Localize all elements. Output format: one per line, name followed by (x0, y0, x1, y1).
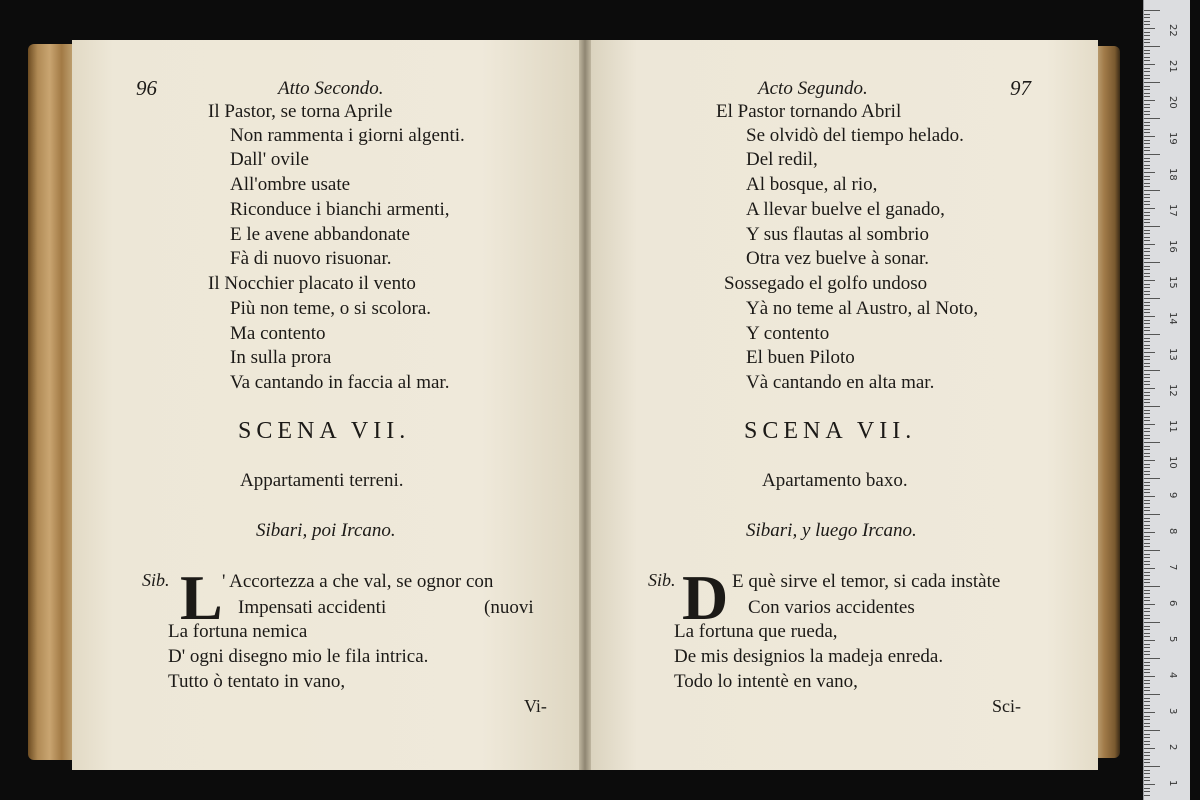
ruler-tick (1144, 50, 1150, 51)
ruler-tick (1144, 240, 1150, 241)
ruler-tick (1144, 510, 1150, 511)
ruler-tick (1144, 507, 1150, 508)
ruler-tick (1144, 737, 1150, 738)
ruler-tick (1144, 291, 1150, 292)
verse-line: El Pastor tornando Abril (716, 101, 902, 122)
ruler-tick (1144, 467, 1150, 468)
ruler-tick (1144, 579, 1150, 580)
ruler-tick (1144, 705, 1150, 706)
ruler-tick (1144, 780, 1150, 781)
ruler-tick (1144, 258, 1150, 259)
ruler-tick (1144, 28, 1155, 29)
ruler-label: 2 (1167, 744, 1178, 751)
ruler-label: 17 (1167, 204, 1178, 217)
ruler-tick (1144, 564, 1150, 565)
ruler-tick (1144, 759, 1150, 760)
ruler-tick (1144, 420, 1150, 421)
ruler-tick (1144, 568, 1155, 569)
ruler-label: 3 (1167, 708, 1178, 715)
ruler-tick (1144, 723, 1150, 724)
ruler-tick (1144, 482, 1150, 483)
ruler-tick (1144, 186, 1150, 187)
ruler-tick (1144, 464, 1150, 465)
ruler-tick (1144, 154, 1160, 155)
ruler-tick (1144, 39, 1150, 40)
ruler-tick (1144, 665, 1150, 666)
ruler-tick (1144, 230, 1150, 231)
ruler-tick (1144, 431, 1150, 432)
ruler-tick (1144, 651, 1150, 652)
ruler-tick (1144, 17, 1150, 18)
ruler-tick (1144, 86, 1150, 87)
ruler-tick (1144, 71, 1150, 72)
ruler-tick (1144, 298, 1160, 299)
verse-line: All'ombre usate (230, 174, 351, 195)
speech-line-carry: (nuovi (484, 597, 534, 618)
ruler-tick (1144, 165, 1150, 166)
verse-line: A llevar buelve el ganado, (746, 199, 945, 220)
ruler-tick (1144, 294, 1150, 295)
ruler-tick (1144, 222, 1150, 223)
ruler-tick (1144, 384, 1150, 385)
ruler-tick (1144, 755, 1150, 756)
ruler-label: 19 (1167, 132, 1178, 145)
ruler-tick (1144, 608, 1150, 609)
ruler-tick (1144, 244, 1155, 245)
ruler-tick (1144, 352, 1155, 353)
ruler-tick (1144, 795, 1150, 796)
ruler-tick (1144, 446, 1150, 447)
ruler-tick (1144, 636, 1150, 637)
ruler-tick (1144, 395, 1150, 396)
verse-line: In sulla prora (230, 347, 332, 368)
catchword: Sci- (992, 696, 1021, 716)
ruler-tick (1144, 626, 1150, 627)
ruler-tick (1144, 460, 1155, 461)
ruler-tick (1144, 744, 1150, 745)
ruler-tick (1144, 305, 1150, 306)
ruler-tick (1144, 532, 1155, 533)
ruler-tick (1144, 150, 1150, 151)
ruler-tick (1144, 629, 1150, 630)
ruler-tick (1144, 410, 1150, 411)
ruler-tick (1144, 21, 1150, 22)
ruler-tick (1144, 543, 1150, 544)
ruler-tick (1144, 197, 1150, 198)
ruler-tick (1144, 201, 1150, 202)
ruler-tick (1144, 212, 1150, 213)
ruler-tick (1144, 618, 1150, 619)
ruler-label: 15 (1167, 276, 1178, 289)
ruler-tick (1144, 302, 1150, 303)
ruler-tick (1144, 348, 1150, 349)
ruler-tick (1144, 406, 1160, 407)
ruler-tick (1144, 528, 1150, 529)
page-number: 96 (136, 76, 157, 100)
ruler-tick (1144, 741, 1150, 742)
ruler-tick (1144, 438, 1150, 439)
ruler-tick (1144, 215, 1150, 216)
scene-setting: Apartamento baxo. (762, 470, 908, 491)
ruler-label: 20 (1167, 96, 1178, 109)
ruler-tick (1144, 485, 1150, 486)
ruler-tick (1144, 417, 1150, 418)
ruler-tick (1144, 590, 1150, 591)
ruler-tick (1144, 546, 1150, 547)
ruler-tick (1144, 788, 1150, 789)
ruler-tick (1144, 53, 1150, 54)
ruler-label: 14 (1167, 312, 1178, 325)
book-gutter (579, 40, 591, 770)
speaker-label: Sib. (142, 570, 170, 590)
ruler-tick (1144, 248, 1150, 249)
verse-line: Il Nocchier placato il vento (208, 273, 416, 294)
ruler-tick (1144, 640, 1155, 641)
verse-line: Va cantando in faccia al mar. (230, 372, 450, 393)
ruler-label: 11 (1167, 420, 1178, 433)
ruler-tick (1144, 424, 1155, 425)
ruler-tick (1144, 471, 1150, 472)
ruler-tick (1144, 770, 1150, 771)
ruler-tick (1144, 316, 1155, 317)
running-head: Acto Segundo. (758, 78, 868, 99)
ruler-tick (1144, 32, 1150, 33)
ruler-tick (1144, 60, 1150, 61)
ruler-label: 8 (1167, 528, 1178, 535)
ruler-tick (1144, 766, 1160, 767)
ruler-tick (1144, 435, 1150, 436)
verse-line: Il Pastor, se torna Aprile (208, 101, 393, 122)
ruler-tick (1144, 273, 1150, 274)
speech-line: La fortuna nemica (168, 621, 308, 642)
ruler-label: 5 (1167, 636, 1178, 643)
verse-line: Fà di nuovo risuonar. (230, 248, 392, 269)
ruler-tick (1144, 597, 1150, 598)
ruler-tick (1144, 701, 1150, 702)
ruler-label: 4 (1167, 672, 1178, 679)
ruler-tick (1144, 251, 1150, 252)
ruler-tick (1144, 35, 1150, 36)
ruler-tick (1144, 550, 1160, 551)
ruler-tick (1144, 75, 1150, 76)
verse-line: Yà no teme al Austro, al Noto, (746, 298, 979, 319)
ruler-tick (1144, 449, 1150, 450)
ruler-tick (1144, 57, 1150, 58)
ruler-tick (1144, 489, 1150, 490)
ruler-tick (1144, 453, 1150, 454)
ruler-tick (1144, 557, 1150, 558)
ruler-tick (1144, 68, 1150, 69)
ruler-tick (1144, 600, 1150, 601)
ruler-tick (1144, 748, 1155, 749)
ruler-tick (1144, 10, 1160, 11)
ruler-tick (1144, 129, 1150, 130)
speech-line: Todo lo intentè en vano, (674, 671, 858, 692)
ruler-tick (1144, 147, 1150, 148)
ruler-tick (1144, 399, 1150, 400)
ruler-tick (1144, 370, 1160, 371)
verse-line: Al bosque, al rio, (746, 174, 878, 195)
ruler-tick (1144, 586, 1160, 587)
ruler-tick (1144, 161, 1150, 162)
ruler-tick (1144, 107, 1150, 108)
speech-line: De mis designios la madeja enreda. (674, 646, 944, 667)
ruler-tick (1144, 179, 1150, 180)
ruler-tick (1144, 104, 1150, 105)
ruler-tick (1144, 687, 1150, 688)
verse-line: Sossegado el golfo undoso (724, 273, 928, 294)
scene-title: SCENA VII. (238, 418, 411, 444)
book-fore-edge-left (28, 44, 76, 760)
ruler-tick (1144, 143, 1150, 144)
page-number: 97 (1010, 76, 1031, 100)
ruler-tick (1144, 647, 1150, 648)
ruler-tick (1144, 644, 1150, 645)
ruler-tick (1144, 478, 1160, 479)
ruler-tick (1144, 377, 1150, 378)
verse-line: E le avene abbandonate (230, 224, 410, 245)
ruler-tick (1144, 726, 1150, 727)
ruler-tick (1144, 233, 1150, 234)
ruler-tick (1144, 24, 1150, 25)
verse-line: Non rammenta i giorni algenti. (230, 125, 465, 146)
ruler-tick (1144, 111, 1150, 112)
ruler-tick (1144, 777, 1150, 778)
ruler-tick (1144, 327, 1150, 328)
ruler-tick (1144, 514, 1160, 515)
ruler-tick (1144, 136, 1155, 137)
verse-line: Y sus flautas al sombrio (746, 224, 929, 245)
ruler-tick (1144, 752, 1150, 753)
speech-line: ' Accortezza a che val, se ognor con (222, 571, 494, 592)
ruler-tick (1144, 158, 1150, 159)
ruler-tick (1144, 622, 1160, 623)
speech-line: Con varios accidentes (748, 597, 915, 618)
ruler-tick (1144, 730, 1160, 731)
ruler-tick (1144, 194, 1150, 195)
ruler-tick (1144, 42, 1150, 43)
ruler-tick (1144, 183, 1150, 184)
ruler-tick (1144, 521, 1150, 522)
verse-line: Del redil, (746, 149, 818, 170)
ruler-label: 6 (1167, 600, 1178, 607)
ruler-tick (1144, 712, 1155, 713)
ruler-tick (1144, 276, 1150, 277)
ruler-tick (1144, 762, 1150, 763)
ruler-tick (1144, 539, 1150, 540)
verse-line: Và cantando en alta mar. (746, 372, 935, 393)
ruler-tick (1144, 226, 1160, 227)
ruler-label: 22 (1167, 24, 1178, 37)
ruler-tick (1144, 784, 1155, 785)
ruler-label: 16 (1167, 240, 1178, 253)
ruler-tick (1144, 536, 1150, 537)
ruler-tick (1144, 582, 1150, 583)
ruler-label: 13 (1167, 348, 1178, 361)
ruler-tick (1144, 356, 1150, 357)
ruler-tick (1144, 140, 1150, 141)
ruler-tick (1144, 611, 1150, 612)
ruler-tick (1144, 89, 1150, 90)
ruler-tick (1144, 593, 1150, 594)
ruler-label: 10 (1167, 456, 1178, 469)
ruler-tick (1144, 672, 1150, 673)
verse-line: Riconduce i bianchi armenti, (230, 199, 450, 220)
ruler-tick (1144, 78, 1150, 79)
ruler-label: 9 (1167, 492, 1178, 499)
ruler-tick (1144, 82, 1160, 83)
ruler-tick (1144, 575, 1150, 576)
ruler-tick (1144, 359, 1150, 360)
ruler-tick (1144, 525, 1150, 526)
speech-line: Impensati accidenti (238, 597, 387, 618)
ruler-tick (1144, 496, 1155, 497)
ruler-tick (1144, 518, 1150, 519)
ruler-tick (1144, 122, 1150, 123)
ruler-tick (1144, 402, 1150, 403)
right-page (586, 40, 1098, 770)
ruler-tick (1144, 100, 1155, 101)
verse-line: Y contento (746, 323, 830, 344)
ruler-tick (1144, 309, 1150, 310)
ruler-tick (1144, 716, 1150, 717)
drop-cap: L (180, 562, 223, 633)
ruler-tick (1144, 204, 1150, 205)
ruler-tick (1144, 284, 1150, 285)
ruler-tick (1144, 694, 1160, 695)
ruler-tick (1144, 363, 1150, 364)
ruler-tick (1144, 269, 1150, 270)
ruler-label: 21 (1167, 60, 1178, 73)
ruler-tick (1144, 93, 1150, 94)
ruler-tick (1144, 46, 1160, 47)
ruler-tick (1144, 615, 1150, 616)
catchword: Vi- (524, 696, 547, 716)
ruler-tick (1144, 341, 1150, 342)
verse-line: Ma contento (230, 323, 326, 344)
ruler-tick (1144, 669, 1150, 670)
ruler-tick (1144, 392, 1150, 393)
ruler-tick (1144, 708, 1150, 709)
ruler-tick (1144, 719, 1150, 720)
ruler-tick (1144, 345, 1150, 346)
ruler-tick (1144, 680, 1150, 681)
ruler-tick (1144, 604, 1155, 605)
open-book (28, 36, 1120, 776)
ruler-tick (1144, 255, 1150, 256)
ruler-tick (1144, 323, 1150, 324)
ruler-tick (1144, 381, 1150, 382)
ruler-tick (1144, 492, 1150, 493)
ruler-tick (1144, 662, 1150, 663)
ruler-tick (1144, 320, 1150, 321)
ruler-tick (1144, 683, 1150, 684)
scene-setting: Appartamenti terreni. (240, 470, 404, 491)
ruler-tick (1144, 176, 1150, 177)
ruler-tick (1144, 280, 1155, 281)
ruler-tick (1144, 190, 1160, 191)
ruler-tick (1144, 773, 1150, 774)
ruler-tick (1144, 654, 1150, 655)
verse-line: Più non teme, o si scolora. (230, 298, 432, 319)
ruler-tick (1144, 690, 1150, 691)
speech-line: Tutto ò tentato in vano, (168, 671, 346, 692)
ruler-tick (1144, 330, 1150, 331)
scene-title: SCENA VII. (744, 418, 917, 444)
scene-characters: Sibari, poi Ircano. (256, 520, 396, 541)
ruler-tick (1144, 698, 1150, 699)
ruler-tick (1144, 168, 1150, 169)
ruler-tick (1144, 561, 1150, 562)
ruler-tick (1144, 554, 1150, 555)
ruler-tick (1144, 676, 1155, 677)
ruler-tick (1144, 633, 1150, 634)
ruler-tick (1144, 132, 1150, 133)
ruler-label: 12 (1167, 384, 1178, 397)
measurement-ruler (1143, 0, 1190, 800)
ruler-tick (1144, 172, 1155, 173)
ruler-tick (1144, 500, 1150, 501)
running-head: Atto Secondo. (278, 78, 384, 99)
drop-cap: D (682, 562, 729, 633)
ruler-tick (1144, 96, 1150, 97)
ruler-tick (1144, 734, 1150, 735)
ruler-label: 18 (1167, 168, 1178, 181)
ruler-tick (1144, 791, 1150, 792)
ruler-tick (1144, 503, 1150, 504)
speech-line: D' ogni disegno mio le fila intrica. (168, 646, 429, 667)
ruler-tick (1144, 312, 1150, 313)
ruler-tick (1144, 334, 1160, 335)
ruler-tick (1144, 64, 1155, 65)
ruler-tick (1144, 114, 1150, 115)
ruler-tick (1144, 14, 1150, 15)
ruler-tick (1144, 456, 1150, 457)
ruler-tick (1144, 125, 1150, 126)
ruler-tick (1144, 338, 1150, 339)
verse-line: Otra vez buelve à sonar. (746, 248, 930, 269)
verse-line: Dall' ovile (230, 149, 309, 170)
speech-line: E què sirve el temor, si cada instàte (732, 571, 1001, 592)
ruler-tick (1144, 572, 1150, 573)
verse-line: El buen Piloto (746, 347, 855, 368)
ruler-label: 1 (1167, 780, 1178, 787)
verse-line: Se olvidò del tiempo helado. (746, 125, 964, 146)
ruler-tick (1144, 374, 1150, 375)
ruler-tick (1144, 413, 1150, 414)
ruler-tick (1144, 442, 1160, 443)
ruler-tick (1144, 428, 1150, 429)
ruler-tick (1144, 388, 1155, 389)
speaker-label: Sib. (648, 570, 676, 590)
ruler-tick (1144, 287, 1150, 288)
ruler-tick (1144, 366, 1150, 367)
ruler-tick (1144, 658, 1160, 659)
ruler-label: 7 (1167, 564, 1178, 571)
ruler-tick (1144, 474, 1150, 475)
ruler-tick (1144, 237, 1150, 238)
ruler-tick (1144, 118, 1160, 119)
ruler-tick (1144, 219, 1150, 220)
speech-line: La fortuna que rueda, (674, 621, 838, 642)
ruler-tick (1144, 208, 1155, 209)
ruler-tick (1144, 266, 1150, 267)
scene-characters: Sibari, y luego Ircano. (746, 520, 917, 541)
ruler-tick (1144, 262, 1160, 263)
left-page (72, 40, 584, 770)
